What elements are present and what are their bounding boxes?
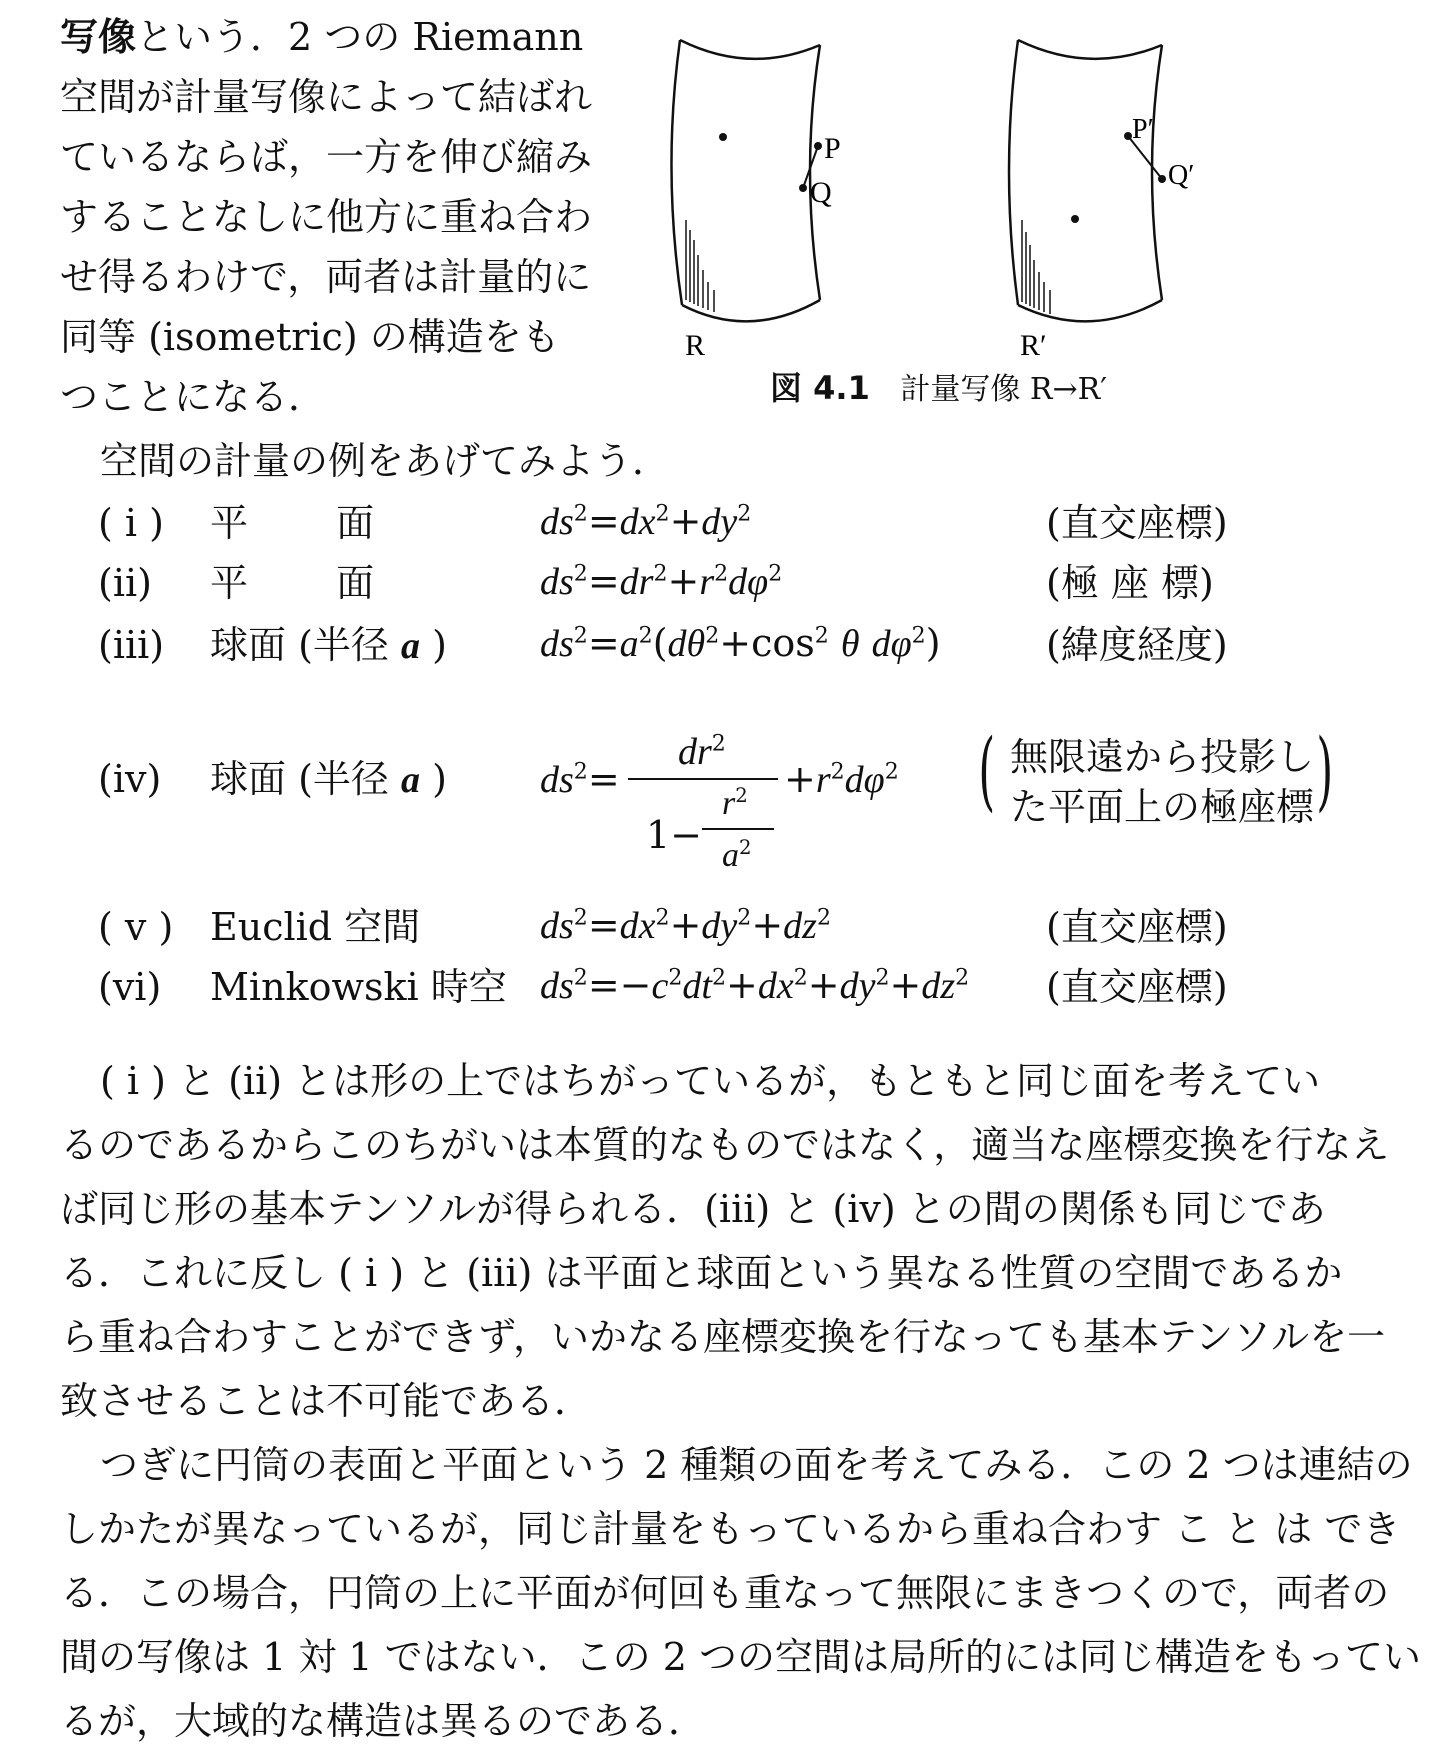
figure-caption-number: 図 4.1 [770,369,870,407]
example-name: 平 面 [210,501,375,545]
example-coord: (緯度経度) [1046,623,1228,667]
intro-line-2: 空間が計量写像によって結ばれ [60,75,593,119]
paragraph2-line: る．この場合，円筒の上に平面が何回も重なって無限にまきつくので，両者の [60,1571,1390,1615]
example-name-wrap [210,757,447,801]
example-name: 平 面 [210,561,375,605]
formula-vi: $ds^2=-c^2dt^2+dx^2+dy^2+dz^2$ [540,963,970,1007]
bracket-open: ( [978,721,996,821]
intro-line-6: 同等 (isometric) の構造をも [60,315,560,359]
example-num: ( v ) [98,905,174,949]
example-coord: (直交座標) [1046,501,1228,545]
example-coord: (直交座標) [1046,905,1228,949]
example-coord: (直交座標) [1046,965,1228,1009]
paragraph1-line: ら重ね合わすことができず，いかなる座標変換を行なっても基本テンソルを一 [60,1315,1386,1359]
label-q: Q [810,176,832,209]
term-bold: 写像 [60,14,137,59]
example-name: 球面 (半径 [210,623,389,667]
point-unlabeled-r [719,133,727,141]
paragraph2-line: るが，大域的な構造は異るのである． [60,1699,707,1743]
paragraph1-line: ば同じ形の基本テンソルが得られる．(iii) と (iv) との間の関係も同じであ [60,1187,1326,1231]
figure-caption [770,369,1108,407]
example-num: ( i ) [98,501,164,545]
paragraph1-line: ( i ) と (ii) とは形の上ではちがっているが，もともと同じ面を考えてい [100,1059,1321,1103]
example-num: (ii) [98,561,152,605]
paragraph1-line: る．これに反し ( i ) と (iii) は平面と球面という異なる性質の空間であるか [60,1251,1343,1295]
example-name: Euclid 空間 [210,905,421,949]
example-name-close: ) [432,757,447,801]
example-coord-line2: た平面上の極座標 [1010,785,1315,829]
paragraph2-line: しかたが異なっているが，同じ計量をもっているから重ね合わす こ と は でき [60,1507,1401,1551]
example-num: (vi) [98,965,162,1009]
formula-iii: $ds^2=a^2(d\theta^2+\cos^2$ θ $d\varphi^2$) [540,621,941,665]
intro-line-3: ているならば，一方を伸び縮み [60,135,593,179]
figure-4-1 [650,20,1350,380]
example-name: Minkowski 時空 [210,965,507,1009]
paragraph2-line: つぎに円筒の表面と平面という 2 種類の面を考えてみる．この 2 つは連結の [100,1443,1413,1487]
example-name-var: a [401,759,420,801]
examples-intro: 空間の計量の例をあげてみよう． [100,439,671,483]
point-unlabeled-r-prime [1071,215,1079,223]
label-p: P [824,132,841,165]
formula-ii: $ds^2=dr^2+r^2d\varphi^2$ [540,559,783,603]
paragraph1-line: 致させることは不可能である． [60,1379,593,1423]
example-num: (iv) [98,757,162,801]
intro-line-1-rest: という．2 つの Riemann [136,15,584,59]
intro-line-7: つことになる． [60,375,327,419]
intro-line-5: せ得るわけで，両者は計量的に [60,255,592,299]
paragraph2-line: 間の写像は 1 対 1 ではない．この 2 つの空間は局所的には同じ構造をもってい [60,1635,1422,1679]
label-r: R [685,329,706,362]
example-coord: (極 座 標) [1046,561,1214,605]
label-r-prime: R′ [1020,329,1047,362]
label-p-prime: P′ [1132,114,1154,145]
example-num: (iii) [98,623,165,667]
label-q-prime: Q′ [1168,160,1195,191]
surface-r-prime [1009,40,1162,321]
example-name-close: ) [432,623,447,667]
figure-caption-text: 計量写像 R→R′ [900,372,1108,407]
surface-r-prime-shading [1022,220,1050,314]
formula-v: $ds^2=dx^2+dy^2+dz^2$ [540,903,831,947]
formula-i: $ds^2=dx^2+dy^2$ [540,499,752,543]
intro-line-1 [60,14,584,59]
example-name-var: a [401,625,420,667]
example-name: 球面 (半径 [210,757,389,801]
surface-r-shading [686,220,714,312]
bracket-close: ) [1316,721,1334,821]
example-coord-line1: 無限遠から投影し [1010,735,1315,779]
paragraph1-line: るのであるからこのちがいは本質的なものではなく，適当な座標変換を行なえ [60,1123,1390,1167]
example-name-wrap [210,623,447,667]
intro-line-4: することなしに他方に重ね合わ [60,195,593,239]
